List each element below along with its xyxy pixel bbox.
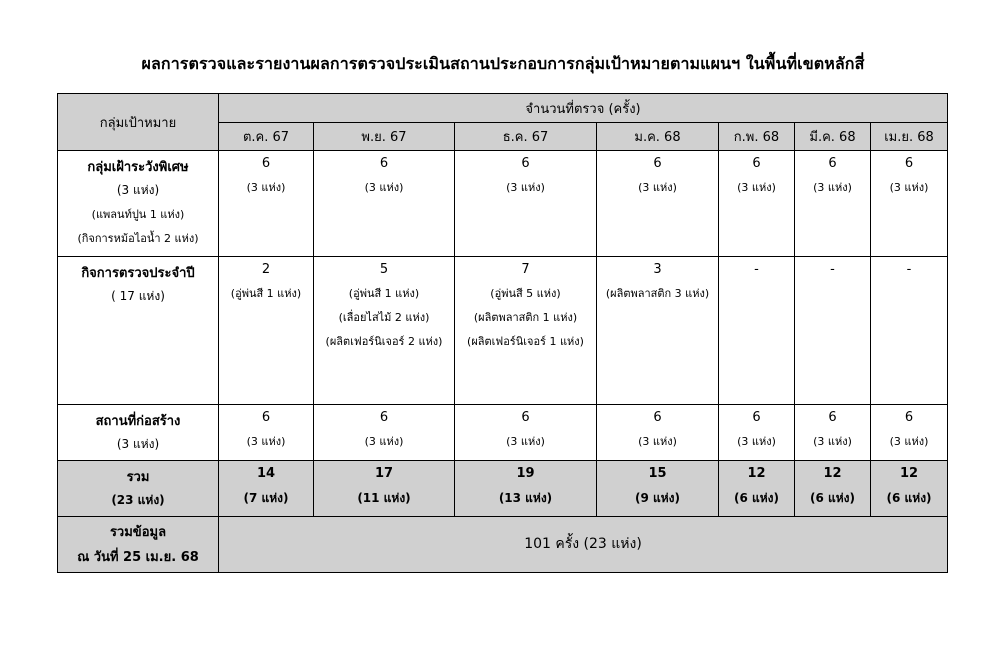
count-detail: (3 แห่ง) [889, 434, 929, 448]
count-cell [314, 257, 455, 404]
count-value: - [906, 262, 912, 278]
count-value: 6 [379, 409, 389, 425]
count-detail: (9 แห่ง) [635, 490, 680, 505]
count-cell [871, 460, 948, 516]
count-cell [455, 404, 597, 460]
count-cell [219, 257, 314, 404]
count-detail: (6 แห่ง) [886, 490, 932, 505]
month-header: ต.ค. 67 [219, 123, 314, 151]
month-header: เม.ย. 68 [871, 123, 948, 151]
row-label-detail: (23 แห่ง) [111, 492, 165, 507]
count-detail: (3 แห่ง) [246, 181, 286, 195]
count-detail: (7 แห่ง) [243, 490, 289, 505]
count-detail: (3 แห่ง) [638, 434, 677, 448]
month-header: ธ.ค. 67 [455, 123, 597, 151]
count-detail: (3 แห่ง) [813, 181, 852, 195]
count-cell [314, 151, 455, 257]
summary-row [58, 516, 948, 572]
report-table [57, 93, 948, 573]
count-value: 2 [261, 262, 271, 278]
count-cell [219, 404, 314, 460]
count-value: 6 [261, 409, 271, 425]
count-value: 6 [904, 156, 914, 172]
count-detail: (ผลิตพลาสติก 1 แห่ง) [473, 311, 578, 325]
row-label-title: สถานที่ก่อสร้าง [95, 413, 181, 429]
count-detail: (6 แห่ง) [734, 490, 779, 505]
month-header: พ.ย. 67 [314, 123, 455, 151]
count-cell [719, 257, 795, 404]
count-value: 3 [653, 262, 662, 278]
count-detail: (3 แห่ง) [813, 434, 852, 448]
count-cell [795, 151, 871, 257]
count-detail: (อู่พ่นสี 1 แห่ง) [230, 287, 302, 301]
count-value: 6 [261, 156, 271, 172]
row-label [58, 460, 219, 516]
count-value: 6 [653, 156, 662, 172]
total-row [58, 460, 948, 516]
count-cell [597, 404, 719, 460]
count-value: 12 [823, 465, 842, 481]
count-cell [719, 404, 795, 460]
count-value: 6 [653, 409, 662, 425]
count-value: 6 [379, 156, 389, 172]
count-cell [871, 404, 948, 460]
row-label-title: กลุ่มเฝ้าระวังพิเศษ [87, 160, 189, 176]
count-cell [597, 460, 719, 516]
count-detail: (11 แห่ง) [357, 490, 411, 505]
count-detail: (3 แห่ง) [364, 181, 404, 195]
count-value: 14 [256, 465, 276, 481]
count-value: 12 [899, 465, 919, 481]
summary-label-line: ณ วันที่ 25 เม.ย. 68 [77, 550, 199, 566]
count-cell [719, 151, 795, 257]
count-detail: (3 แห่ง) [889, 181, 929, 195]
count-detail: (3 แห่ง) [246, 434, 286, 448]
count-value: - [830, 262, 835, 278]
row-label-detail: (แพลนท์ปูน 1 แห่ง) [91, 208, 185, 222]
row-label [58, 151, 219, 257]
count-value: 6 [521, 409, 530, 425]
count-value: 19 [516, 465, 535, 481]
count-cell [455, 151, 597, 257]
count-cell [455, 257, 597, 404]
row-label-title: กิจการตรวจประจำปี [81, 266, 195, 282]
count-detail: (3 แห่ง) [737, 181, 776, 195]
table-row [58, 404, 948, 460]
table-row [58, 151, 948, 257]
summary-value: 101 ครั้ง (23 แห่ง) [219, 516, 948, 572]
count-cell [219, 460, 314, 516]
count-detail: (3 แห่ง) [506, 434, 545, 448]
row-label [58, 257, 219, 404]
count-cell [597, 151, 719, 257]
count-cell [314, 404, 455, 460]
count-value: 12 [747, 465, 766, 481]
count-detail: (3 แห่ง) [638, 181, 677, 195]
month-header: ม.ค. 68 [597, 123, 719, 151]
count-value: 15 [648, 465, 667, 481]
count-cell [314, 460, 455, 516]
count-cell [455, 460, 597, 516]
count-value: 6 [521, 156, 530, 172]
month-header: มี.ค. 68 [795, 123, 871, 151]
count-cell [795, 404, 871, 460]
count-detail: (3 แห่ง) [364, 434, 404, 448]
count-value: 7 [521, 262, 530, 278]
row-label-detail: ( 17 แห่ง) [111, 289, 165, 304]
count-value: - [754, 262, 759, 278]
count-detail: (อู่พ่นสี 5 แห่ง) [490, 287, 561, 301]
table-row [58, 257, 948, 404]
count-cell [871, 257, 948, 404]
report-title: ผลการตรวจและรายงานผลการตรวจประเมินสถานประกอบการกลุ่มเป้าหมายตามแผนฯ ในพื้นที่เขตหลักสี่ [141, 54, 865, 73]
count-cell [795, 257, 871, 404]
count-value: 5 [379, 262, 389, 278]
count-detail: (ผลิตพลาสติก 3 แห่ง) [605, 287, 710, 301]
row-label [58, 404, 219, 460]
count-value: 6 [752, 156, 761, 172]
row-label-title: รวม [126, 469, 150, 485]
summary-label [58, 516, 219, 572]
row-label-detail: (3 แห่ง) [116, 436, 160, 451]
count-detail: (เลื่อยไสไม้ 2 แห่ง) [338, 311, 430, 325]
summary-label-line: รวมข้อมูล [109, 525, 167, 541]
count-cell [795, 460, 871, 516]
header-target-group: กลุ่มเป้าหมาย [58, 94, 219, 151]
count-cell [719, 460, 795, 516]
header-inspection-count: จำนวนที่ตรวจ (ครั้ง) [219, 94, 948, 123]
count-value: 6 [904, 409, 914, 425]
count-detail: (อู่พ่นสี 1 แห่ง) [348, 287, 420, 301]
row-label-detail: (กิจการหม้อไอน้ำ 2 แห่ง) [77, 232, 199, 246]
count-value: 6 [752, 409, 761, 425]
row-label-detail: (3 แห่ง) [116, 183, 160, 198]
count-value: 17 [374, 465, 394, 481]
month-header: ก.พ. 68 [719, 123, 795, 151]
count-detail: (6 แห่ง) [810, 490, 855, 505]
count-value: 6 [828, 409, 837, 425]
count-detail: (13 แห่ง) [498, 490, 553, 505]
count-detail: (3 แห่ง) [737, 434, 776, 448]
count-detail: (ผลิตเฟอร์นิเจอร์ 1 แห่ง) [467, 335, 584, 349]
count-cell [597, 257, 719, 404]
count-detail: (3 แห่ง) [506, 181, 545, 195]
count-value: 6 [828, 156, 837, 172]
count-cell [871, 151, 948, 257]
count-detail: (ผลิตเฟอร์นิเจอร์ 2 แห่ง) [325, 335, 443, 349]
count-cell [219, 151, 314, 257]
